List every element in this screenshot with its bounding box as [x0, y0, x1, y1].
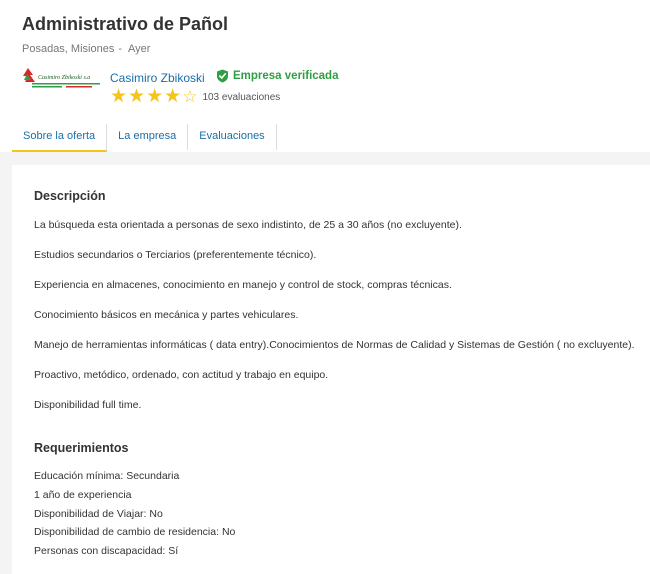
job-tabs — [12, 124, 277, 151]
star-empty-icon: ☆ — [182, 87, 198, 106]
requirements-title: Requerimientos — [34, 441, 129, 455]
company-rating[interactable] — [110, 88, 280, 106]
requirement-item: Disponibilidad de cambio de residencia: No — [34, 526, 236, 538]
requirement-item: Educación mínima: Secundaria — [34, 470, 180, 482]
verified-label: Empresa verificada — [233, 70, 339, 82]
job-location: Posadas, Misiones — [22, 43, 115, 55]
shield-check-icon — [216, 69, 229, 83]
meta-separator: - — [118, 43, 122, 55]
job-posted-date: Ayer — [128, 43, 151, 55]
tab-la-empresa[interactable]: La empresa — [107, 124, 188, 150]
company-name-link[interactable]: Casimiro Zbikoski — [110, 71, 205, 85]
tab-sobre-la-oferta[interactable]: Sobre la oferta — [12, 124, 107, 152]
description-paragraph: Conocimiento básicos en mecánica y partes vehiculares. — [34, 309, 299, 321]
company-logo[interactable] — [22, 66, 102, 92]
reviews-count[interactable]: 103 evaluaciones — [202, 91, 281, 103]
description-paragraph: Estudios secundarios o Terciarios (preferentemente técnico). — [34, 249, 317, 261]
star-full-icon: ★ — [146, 86, 164, 107]
star-full-icon: ★ — [164, 86, 182, 107]
description-paragraph: La búsqueda esta orientada a personas de sexo indistinto, de 25 a 30 años (no excluyente). — [34, 219, 462, 231]
job-details-card — [12, 165, 650, 574]
job-meta — [22, 43, 150, 55]
tab-evaluaciones[interactable]: Evaluaciones — [188, 124, 276, 150]
logo-text: Casimiro Zbikoski s.a — [38, 75, 91, 81]
description-paragraph: Manejo de herramientas informáticas ( data entry).Conocimientos de Normas de Calidad y Sistemas de Gestión ( no excluyente). — [34, 339, 635, 351]
description-title: Descripción — [34, 189, 106, 203]
verified-badge — [216, 69, 338, 83]
description-paragraph: Experiencia en almacenes, conocimiento en manejo y control de stock, compras técnicas. — [34, 279, 452, 291]
job-header — [0, 0, 650, 152]
description-paragraph: Proactivo, metódico, ordenado, con actitud y trabajo en equipo. — [34, 369, 329, 381]
description-paragraph: Disponibilidad full time. — [34, 399, 142, 411]
requirement-item: Disponibilidad de Viajar: No — [34, 508, 163, 520]
requirement-item: 1 año de experiencia — [34, 489, 132, 501]
star-full-icon: ★ — [128, 86, 146, 107]
star-full-icon: ★ — [110, 86, 128, 107]
requirement-item: Personas con discapacidad: Sí — [34, 545, 179, 557]
page-title: Administrativo de Pañol — [22, 14, 229, 34]
